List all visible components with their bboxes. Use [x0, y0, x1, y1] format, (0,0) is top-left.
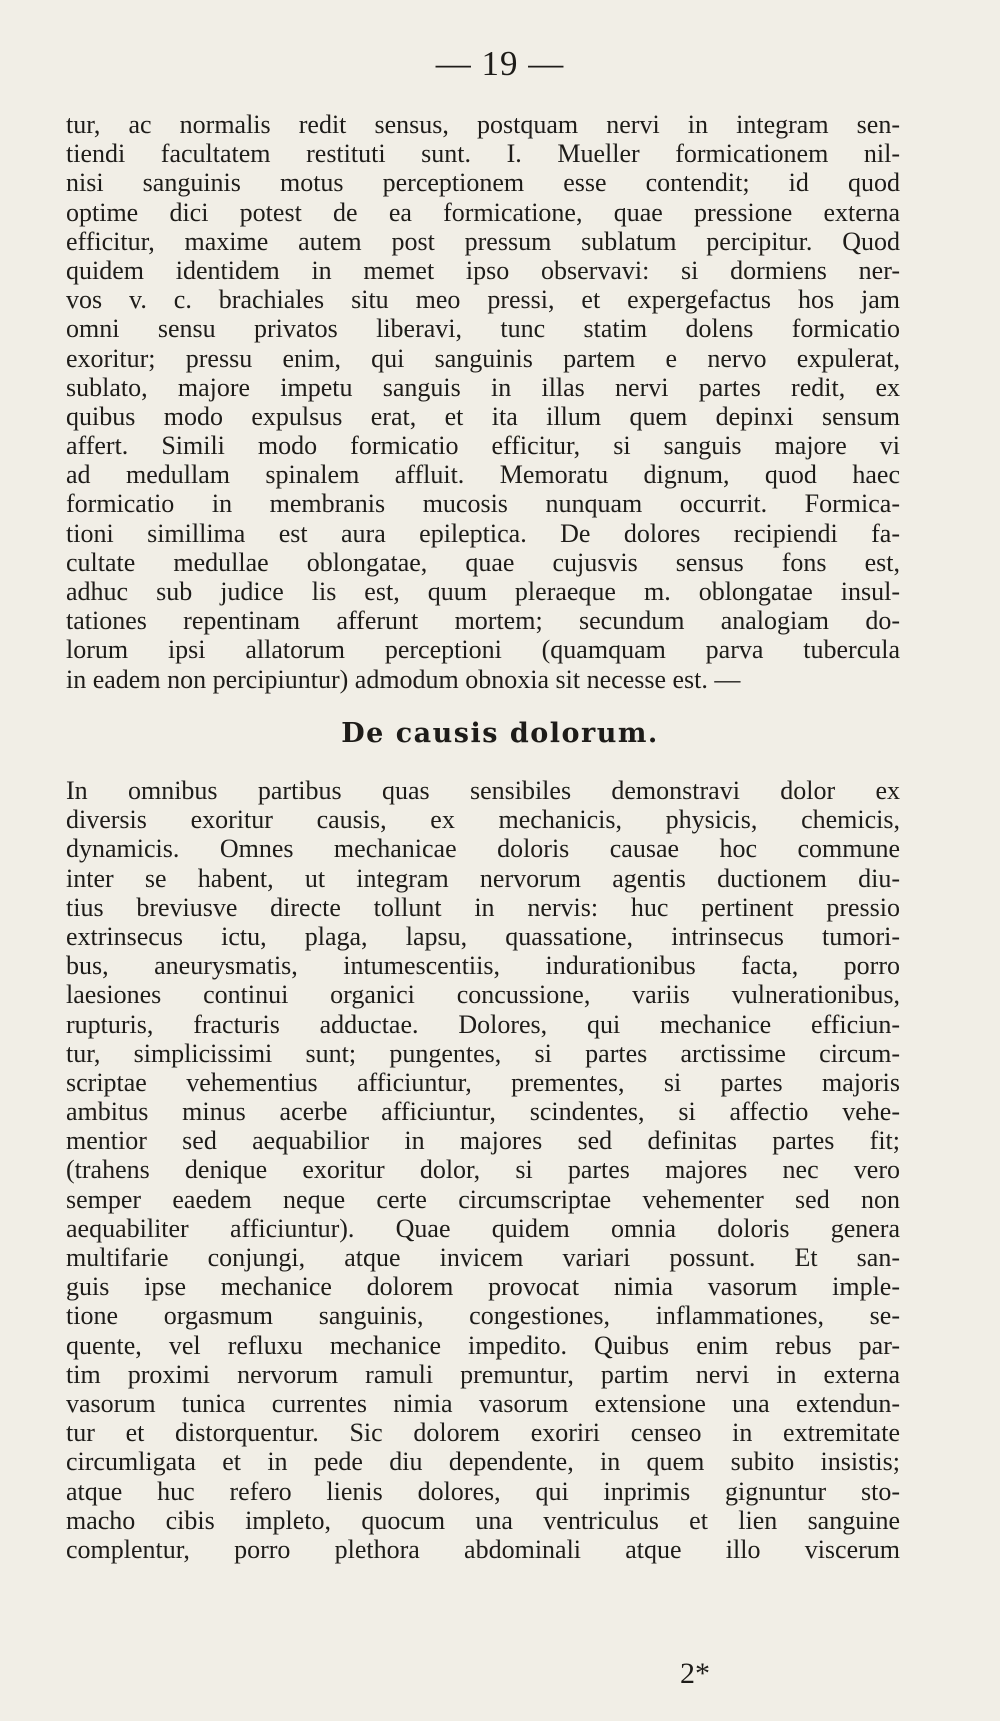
text-line: vasorum tunica currentes nimia vasorum extensione una extendun- — [66, 1388, 900, 1418]
paragraph-causae — [66, 776, 900, 1564]
text-line: vos v. c. brachiales situ meo pressi, et expergefactus hos jam — [66, 285, 900, 315]
text-line: scriptae vehementius afficiuntur, prementes, si partes majoris — [66, 1067, 900, 1097]
text-line: circumligata et in pede diu dependente, in quem subito insistis; — [66, 1447, 900, 1477]
text-line: quente, vel refluxu mechanice impedito. Quibus enim rebus par- — [66, 1330, 900, 1360]
text-line: (trahens denique exoritur dolor, si partes majores nec vero — [66, 1155, 900, 1185]
text-line: ad medullam spinalem affluit. Memoratu dignum, quod haec — [66, 460, 900, 490]
text-line: cultate medullae oblongatae, quae cujusvis sensus fons est, — [66, 547, 900, 577]
section-heading: De causis dolorum. — [341, 718, 659, 749]
text-line: guis ipse mechanice dolorem provocat nimia vasorum imple- — [66, 1272, 900, 1302]
text-line: tur, ac normalis redit sensus, postquam nervi in integram sen- — [66, 110, 900, 139]
text-line: complentur, porro plethora abdominali atque illo viscerum — [66, 1534, 900, 1564]
text-line: exoritur; pressu enim, qui sanguinis partem e nervo expulerat, — [66, 343, 900, 373]
text-line: sublato, majore impetu sanguis in illas nervi partes redit, ex — [66, 372, 900, 402]
text-line: atque huc refero lienis dolores, qui inprimis gignuntur sto- — [66, 1476, 900, 1506]
text-line: tim proximi nervorum ramuli premuntur, partim nervi in externa — [66, 1359, 900, 1389]
text-line: lorum ipsi allatorum perceptioni (quamquam parva tubercula — [66, 635, 900, 665]
text-line: laesiones continui organici concussione, variis vulnerationibus, — [66, 980, 900, 1010]
text-line: ambitus minus acerbe afficiuntur, scindentes, si affectio vehe- — [66, 1097, 900, 1127]
text-line: quibus modo expulsus erat, et ita illum quem depinxi sensum — [66, 401, 900, 431]
text-line: multifarie conjungi, atque invicem variari possunt. Et san- — [66, 1243, 900, 1272]
text-line: extrinsecus ictu, plaga, lapsu, quassatione, intrinsecus tumori- — [66, 921, 900, 951]
text-line: inter se habent, ut integram nervorum agentis ductionem diu- — [66, 863, 900, 893]
text-line: affert. Simili modo formicatio efficitur, si sanguis majore vi — [66, 431, 900, 461]
text-line: mentior sed aequabilior in majores sed definitas partes fit; — [66, 1126, 900, 1156]
text-line: efficitur, maxime autem post pressum sublatum percipitur. Quod — [66, 226, 900, 256]
text-line: dynamicis. Omnes mechanicae doloris causae hoc commune — [66, 834, 900, 864]
text-line: tione orgasmum sanguinis, congestiones, inflammationes, se- — [66, 1301, 900, 1331]
text-line: rupturis, fracturis adductae. Dolores, qui mechanice efficiun- — [66, 1009, 900, 1039]
paragraph-formicatio — [66, 110, 900, 694]
text-line: quidem identidem in memet ipso observavi: si dormiens ner- — [66, 255, 900, 285]
text-line: semper eaedem neque certe circumscriptae vehementer sed non — [66, 1184, 900, 1214]
text-line: In omnibus partibus quas sensibiles demonstravi dolor ex — [66, 776, 900, 805]
text-line: tur, simplicissimi sunt; pungentes, si partes arctissime circum- — [66, 1038, 900, 1068]
text-line: aequabiliter afficiuntur). Quae quidem omnia doloris genera — [66, 1213, 900, 1243]
text-line: tur et distorquentur. Sic dolorem exoriri censeo in extremitate — [66, 1418, 900, 1448]
text-line: diversis exoritur causis, ex mechanicis, physicis, chemicis, — [66, 805, 900, 835]
text-line: tius breviusve directe tollunt in nervis: huc pertinent pressio — [66, 892, 900, 922]
text-line: formicatio in membranis mucosis nunquam occurrit. Formica- — [66, 489, 900, 519]
text-line: tioni simillima est aura epileptica. De dolores recipiendi fa- — [66, 518, 900, 548]
signature-mark: 2* — [680, 1657, 710, 1690]
text-line: omni sensu privatos liberavi, tunc statim dolens formicatio — [66, 314, 900, 344]
text-line: macho cibis impleto, quocum una ventriculus et lien sanguine — [66, 1505, 900, 1535]
text-line: in eadem non percipiuntur) admodum obnoxia sit necesse est. — — [66, 664, 741, 694]
page-number: — 19 — — [435, 44, 565, 83]
text-line: optime dici potest de ea formicatione, quae pressione externa — [66, 197, 900, 227]
text-line: tationes repentinam afferunt mortem; secundum analogiam do- — [66, 606, 900, 636]
text-line: bus, aneurysmatis, intumescentiis, indurationibus facta, porro — [66, 951, 900, 981]
text-line: nisi sanguinis motus perceptionem esse contendit; id quod — [66, 168, 900, 198]
text-line: tiendi facultatem restituti sunt. I. Mueller formicationem nil- — [66, 139, 900, 169]
text-line: adhuc sub judice lis est, quum pleraeque m. oblongatae insul- — [66, 577, 900, 606]
